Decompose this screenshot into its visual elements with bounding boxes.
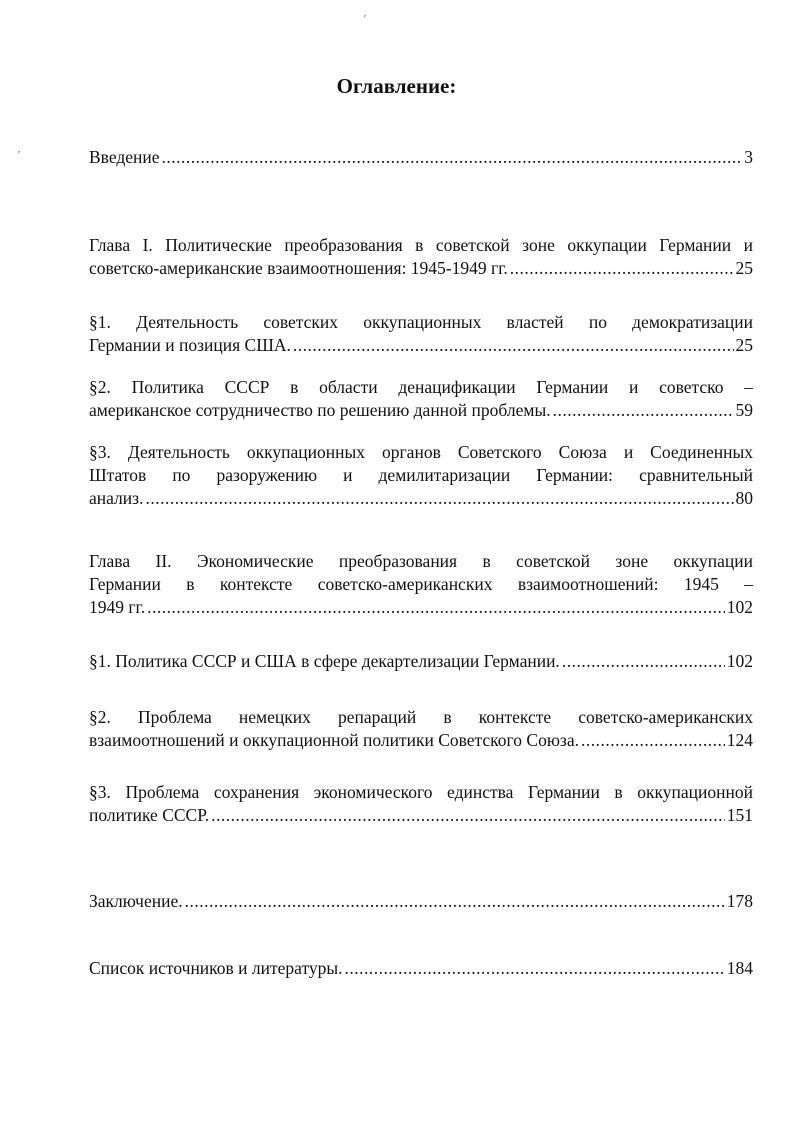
toc-page-number: 124 xyxy=(726,730,753,750)
toc-entry-text: Глава II. Экономические преобразования в советской зоне оккупации xyxy=(89,551,753,571)
toc-leader-dots xyxy=(562,650,725,673)
toc-entry-chapter-1[interactable] xyxy=(89,234,753,280)
toc-entry-text: анализ. xyxy=(89,488,144,508)
toc-leader-dots xyxy=(510,257,734,280)
toc-entry-ch2-section-1[interactable] xyxy=(89,650,753,673)
toc-page-number: 25 xyxy=(735,258,753,278)
toc-page-number: 59 xyxy=(735,400,753,420)
toc-leader-dots xyxy=(553,399,734,422)
toc-entry-text: Заключение. xyxy=(89,891,183,911)
toc-leader-dots xyxy=(581,729,725,752)
toc-entry-text: политике СССР. xyxy=(89,805,210,825)
toc-entry-text: Штатов по разоружению и демилитаризации Германии: сравнительный xyxy=(89,465,753,485)
toc-page-number: 25 xyxy=(735,335,753,355)
toc-page-number: 80 xyxy=(735,488,753,508)
toc-entry-text: советско-американские взаимоотношения: 1945-1949 гг. xyxy=(89,258,508,278)
toc-entry-ch1-section-2[interactable] xyxy=(89,376,753,422)
toc-entry-text: §1. Деятельность советских оккупационных властей по демократизации xyxy=(89,312,753,332)
scan-mark: ′ xyxy=(18,150,21,161)
toc-page-number: 184 xyxy=(726,958,753,978)
toc-entry-ch2-section-2[interactable] xyxy=(89,706,753,752)
toc-entry-intro[interactable] xyxy=(89,146,753,169)
toc-page-number: 102 xyxy=(726,651,753,671)
toc-entry-text: Германии и позиция США. xyxy=(89,335,291,355)
toc-leader-dots xyxy=(211,804,725,827)
toc-entry-text: Список источников и литературы. xyxy=(89,958,343,978)
toc-entry-text: Глава I. Политические преобразования в советской зоне оккупации Германии и xyxy=(89,235,753,255)
toc-entry-ch1-section-3[interactable] xyxy=(89,441,753,510)
toc-page-number: 3 xyxy=(744,147,753,167)
toc-leader-dots xyxy=(345,957,725,980)
toc-leader-dots xyxy=(185,890,725,913)
toc-entry-text: Введение xyxy=(89,147,160,167)
toc-entry-text: §3. Деятельность оккупационных органов Советского Союза и Соединенных xyxy=(89,442,753,462)
toc-entry-text: §3. Проблема сохранения экономического единства Германии в оккупационной xyxy=(89,782,753,802)
toc-leader-dots xyxy=(145,487,733,510)
toc-entry-ch2-section-3[interactable] xyxy=(89,781,753,827)
toc-entry-ch1-section-1[interactable] xyxy=(89,311,753,357)
toc-entry-text: взаимоотношений и оккупационной политики Советского Союза. xyxy=(89,730,579,750)
toc-entry-text: американское сотрудничество по решению данной проблемы. xyxy=(89,400,551,420)
toc-leader-dots xyxy=(162,146,743,169)
page-title: Оглавление: xyxy=(336,74,457,98)
toc-entry-text: 1949 гг. xyxy=(89,597,146,617)
toc-leader-dots xyxy=(147,596,725,619)
toc-entry-text: §2. Политика СССР в области денацификации Германии и советско – xyxy=(89,377,753,397)
toc-page-number: 178 xyxy=(726,891,753,911)
toc-page-number: 151 xyxy=(726,805,753,825)
toc-entry-text: §2. Проблема немецких репараций в контексте советско-американских xyxy=(89,707,753,727)
toc-page-number: 102 xyxy=(726,597,753,617)
scan-mark: ′ xyxy=(364,14,367,25)
toc-entry-conclusion[interactable] xyxy=(89,890,753,913)
toc-leader-dots xyxy=(293,334,734,357)
toc-entry-sources[interactable] xyxy=(89,957,753,980)
toc-entry-text: Германии в контексте советско-американских взаимоотношений: 1945 – xyxy=(89,574,753,594)
toc-entry-chapter-2[interactable] xyxy=(89,550,753,619)
toc-entry-text: §1. Политика СССР и США в сфере декартелизации Германии. xyxy=(89,651,560,671)
